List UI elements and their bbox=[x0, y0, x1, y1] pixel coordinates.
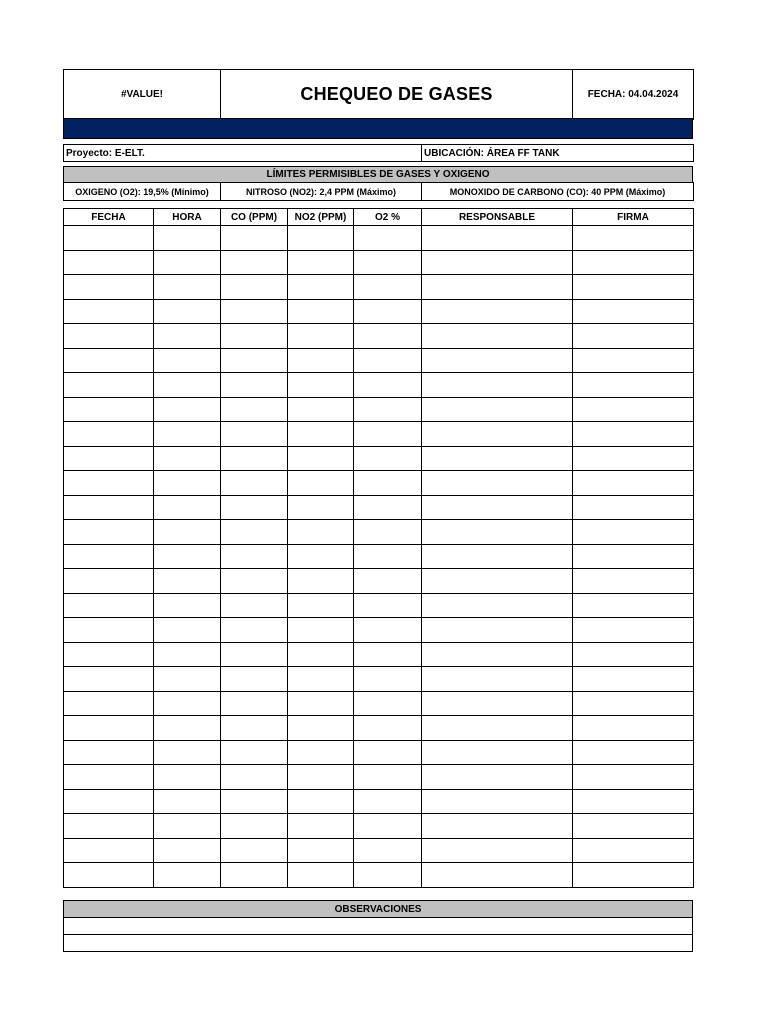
table-cell[interactable] bbox=[288, 863, 354, 888]
header-color-bar bbox=[63, 118, 693, 139]
form-date: FECHA: 04.04.2024 bbox=[573, 70, 694, 120]
table-cell[interactable] bbox=[221, 397, 288, 422]
table-cell[interactable] bbox=[422, 471, 573, 496]
table-cell[interactable] bbox=[422, 789, 573, 814]
table-cell[interactable] bbox=[422, 299, 573, 324]
table-cell[interactable] bbox=[354, 691, 422, 716]
table-cell[interactable] bbox=[64, 397, 154, 422]
limit-nitrous: NITROSO (NO2): 2,4 PPM (Máximo) bbox=[221, 183, 422, 201]
table-cell[interactable] bbox=[221, 569, 288, 594]
table-cell[interactable] bbox=[288, 593, 354, 618]
table-cell[interactable] bbox=[221, 789, 288, 814]
table-cell[interactable] bbox=[154, 667, 221, 692]
table-cell[interactable] bbox=[221, 348, 288, 373]
table-row bbox=[64, 814, 694, 839]
table-cell[interactable] bbox=[573, 863, 694, 888]
table-cell[interactable] bbox=[354, 593, 422, 618]
table-cell[interactable] bbox=[221, 324, 288, 349]
table-cell[interactable] bbox=[64, 691, 154, 716]
observation-row bbox=[64, 918, 693, 935]
observation-field[interactable] bbox=[64, 918, 693, 935]
table-cell[interactable] bbox=[221, 373, 288, 398]
table-cell[interactable] bbox=[573, 593, 694, 618]
table-row bbox=[64, 569, 694, 594]
table-cell[interactable] bbox=[354, 814, 422, 839]
table-cell[interactable] bbox=[64, 373, 154, 398]
project-field[interactable]: Proyecto: E-ELT. bbox=[64, 145, 422, 162]
table-cell[interactable] bbox=[422, 226, 573, 251]
table-row bbox=[64, 397, 694, 422]
table-cell[interactable] bbox=[573, 373, 694, 398]
table-cell[interactable] bbox=[154, 299, 221, 324]
table-cell[interactable] bbox=[288, 691, 354, 716]
limits-row bbox=[63, 182, 694, 201]
table-cell[interactable] bbox=[573, 471, 694, 496]
table-cell[interactable] bbox=[64, 789, 154, 814]
table-cell[interactable] bbox=[64, 740, 154, 765]
table-cell[interactable] bbox=[422, 716, 573, 741]
table-row bbox=[64, 495, 694, 520]
table-cell[interactable] bbox=[288, 373, 354, 398]
table-cell[interactable] bbox=[354, 544, 422, 569]
table-cell[interactable] bbox=[354, 740, 422, 765]
col-header-no2: NO2 (PPM) bbox=[288, 209, 354, 226]
table-cell[interactable] bbox=[573, 348, 694, 373]
table-cell[interactable] bbox=[573, 618, 694, 643]
limit-carbon-monoxide: MONOXIDO DE CARBONO (CO): 40 PPM (Máximo) bbox=[422, 183, 694, 201]
limit-oxygen: OXIGENO (O2): 19,5% (Mínimo) bbox=[64, 183, 221, 201]
table-cell[interactable] bbox=[422, 667, 573, 692]
table-cell[interactable] bbox=[154, 544, 221, 569]
table-cell[interactable] bbox=[422, 838, 573, 863]
table-cell[interactable] bbox=[354, 863, 422, 888]
table-cell[interactable] bbox=[354, 838, 422, 863]
table-cell[interactable] bbox=[64, 569, 154, 594]
location-field[interactable]: UBICACIÓN: ÁREA FF TANK bbox=[422, 145, 694, 162]
table-cell[interactable] bbox=[64, 863, 154, 888]
table-cell[interactable] bbox=[354, 642, 422, 667]
table-cell[interactable] bbox=[354, 348, 422, 373]
table-cell[interactable] bbox=[422, 569, 573, 594]
table-cell[interactable] bbox=[64, 544, 154, 569]
col-header-co: CO (PPM) bbox=[221, 209, 288, 226]
table-cell[interactable] bbox=[154, 618, 221, 643]
table-cell[interactable] bbox=[422, 765, 573, 790]
table-cell[interactable] bbox=[354, 569, 422, 594]
table-cell[interactable] bbox=[64, 348, 154, 373]
table-cell[interactable] bbox=[354, 226, 422, 251]
table-cell[interactable] bbox=[422, 520, 573, 545]
table-row bbox=[64, 691, 694, 716]
table-body bbox=[64, 226, 694, 888]
table-cell[interactable] bbox=[422, 422, 573, 447]
table-cell[interactable] bbox=[573, 226, 694, 251]
table-cell[interactable] bbox=[354, 446, 422, 471]
table-cell[interactable] bbox=[154, 471, 221, 496]
table-cell[interactable] bbox=[64, 593, 154, 618]
table-row bbox=[64, 275, 694, 300]
gas-check-table bbox=[63, 208, 694, 888]
table-cell[interactable] bbox=[288, 520, 354, 545]
table-cell[interactable] bbox=[154, 838, 221, 863]
table-cell[interactable] bbox=[288, 569, 354, 594]
table-cell[interactable] bbox=[154, 716, 221, 741]
col-header-o2: O2 % bbox=[354, 209, 422, 226]
table-row bbox=[64, 520, 694, 545]
table-cell[interactable] bbox=[573, 422, 694, 447]
table-cell[interactable] bbox=[221, 299, 288, 324]
table-row bbox=[64, 373, 694, 398]
table-row bbox=[64, 250, 694, 275]
table-cell[interactable] bbox=[288, 422, 354, 447]
table-cell[interactable] bbox=[154, 593, 221, 618]
table-cell[interactable] bbox=[221, 544, 288, 569]
table-cell[interactable] bbox=[288, 250, 354, 275]
observations-section bbox=[63, 900, 693, 952]
table-cell[interactable] bbox=[354, 716, 422, 741]
table-cell[interactable] bbox=[154, 642, 221, 667]
table-cell[interactable] bbox=[288, 716, 354, 741]
project-row bbox=[63, 144, 694, 162]
table-cell[interactable] bbox=[573, 789, 694, 814]
table-cell[interactable] bbox=[221, 765, 288, 790]
table-cell[interactable] bbox=[422, 544, 573, 569]
table-cell[interactable] bbox=[573, 765, 694, 790]
table-row bbox=[64, 765, 694, 790]
table-cell[interactable] bbox=[154, 250, 221, 275]
limits-section-title: LÍMITES PERMISIBLES DE GASES Y OXIGENO bbox=[63, 166, 693, 183]
table-cell[interactable] bbox=[573, 397, 694, 422]
table-cell[interactable] bbox=[288, 471, 354, 496]
table-cell[interactable] bbox=[422, 618, 573, 643]
table-cell[interactable] bbox=[64, 226, 154, 251]
table-cell[interactable] bbox=[354, 495, 422, 520]
table-cell[interactable] bbox=[288, 226, 354, 251]
table-row bbox=[64, 667, 694, 692]
table-cell[interactable] bbox=[288, 275, 354, 300]
table-cell[interactable] bbox=[573, 814, 694, 839]
table-cell[interactable] bbox=[288, 299, 354, 324]
table-row bbox=[64, 593, 694, 618]
observation-field[interactable] bbox=[64, 935, 693, 952]
table-cell[interactable] bbox=[354, 618, 422, 643]
table-cell[interactable] bbox=[288, 446, 354, 471]
table-row bbox=[64, 226, 694, 251]
table-cell[interactable] bbox=[221, 691, 288, 716]
table-cell[interactable] bbox=[573, 275, 694, 300]
table-cell[interactable] bbox=[154, 691, 221, 716]
table-row bbox=[64, 348, 694, 373]
table-cell[interactable] bbox=[573, 446, 694, 471]
table-cell[interactable] bbox=[422, 495, 573, 520]
table-cell[interactable] bbox=[422, 593, 573, 618]
table-cell[interactable] bbox=[354, 275, 422, 300]
table-cell[interactable] bbox=[154, 275, 221, 300]
table-cell[interactable] bbox=[573, 667, 694, 692]
table-cell[interactable] bbox=[573, 544, 694, 569]
table-cell[interactable] bbox=[573, 740, 694, 765]
table-cell[interactable] bbox=[422, 397, 573, 422]
table-row bbox=[64, 299, 694, 324]
table-cell[interactable] bbox=[154, 422, 221, 447]
form-header bbox=[63, 69, 694, 120]
table-cell[interactable] bbox=[221, 838, 288, 863]
table-cell[interactable] bbox=[354, 471, 422, 496]
table-header-row bbox=[64, 209, 694, 226]
table-cell[interactable] bbox=[288, 495, 354, 520]
table-cell[interactable] bbox=[354, 299, 422, 324]
table-cell[interactable] bbox=[422, 691, 573, 716]
table-cell[interactable] bbox=[64, 299, 154, 324]
table-cell[interactable] bbox=[288, 544, 354, 569]
table-cell[interactable] bbox=[573, 838, 694, 863]
table-cell[interactable] bbox=[354, 250, 422, 275]
table-cell[interactable] bbox=[154, 520, 221, 545]
table-cell[interactable] bbox=[288, 789, 354, 814]
table-cell[interactable] bbox=[422, 814, 573, 839]
table-row bbox=[64, 863, 694, 888]
table-cell[interactable] bbox=[354, 324, 422, 349]
table-cell[interactable] bbox=[154, 348, 221, 373]
table-cell[interactable] bbox=[422, 373, 573, 398]
col-header-firma: FIRMA bbox=[573, 209, 694, 226]
table-row bbox=[64, 740, 694, 765]
table-cell[interactable] bbox=[221, 471, 288, 496]
table-cell[interactable] bbox=[64, 471, 154, 496]
table-cell[interactable] bbox=[64, 422, 154, 447]
table-cell[interactable] bbox=[64, 814, 154, 839]
table-cell[interactable] bbox=[221, 250, 288, 275]
table-cell[interactable] bbox=[221, 642, 288, 667]
table-cell[interactable] bbox=[221, 667, 288, 692]
table-row bbox=[64, 471, 694, 496]
table-cell[interactable] bbox=[354, 667, 422, 692]
table-cell[interactable] bbox=[573, 569, 694, 594]
col-header-fecha: FECHA bbox=[64, 209, 154, 226]
table-row bbox=[64, 789, 694, 814]
table-cell[interactable] bbox=[288, 618, 354, 643]
table-cell[interactable] bbox=[221, 422, 288, 447]
table-cell[interactable] bbox=[64, 520, 154, 545]
table-cell[interactable] bbox=[64, 642, 154, 667]
table-cell[interactable] bbox=[573, 691, 694, 716]
table-cell[interactable] bbox=[221, 593, 288, 618]
table-cell[interactable] bbox=[64, 446, 154, 471]
table-row bbox=[64, 618, 694, 643]
table-cell[interactable] bbox=[422, 275, 573, 300]
table-cell[interactable] bbox=[221, 740, 288, 765]
table-cell[interactable] bbox=[64, 324, 154, 349]
table-cell[interactable] bbox=[154, 495, 221, 520]
table-cell[interactable] bbox=[288, 765, 354, 790]
table-cell[interactable] bbox=[288, 348, 354, 373]
table-cell[interactable] bbox=[64, 618, 154, 643]
table-cell[interactable] bbox=[154, 765, 221, 790]
table-cell[interactable] bbox=[64, 275, 154, 300]
table-cell[interactable] bbox=[573, 495, 694, 520]
table-cell[interactable] bbox=[422, 446, 573, 471]
table-cell[interactable] bbox=[288, 838, 354, 863]
table-cell[interactable] bbox=[64, 765, 154, 790]
table-cell[interactable] bbox=[154, 226, 221, 251]
table-cell[interactable] bbox=[422, 863, 573, 888]
table-cell[interactable] bbox=[573, 299, 694, 324]
table-cell[interactable] bbox=[221, 226, 288, 251]
col-header-responsable: RESPONSABLE bbox=[422, 209, 573, 226]
table-cell[interactable] bbox=[422, 324, 573, 349]
table-cell[interactable] bbox=[64, 667, 154, 692]
table-cell[interactable] bbox=[154, 446, 221, 471]
table-cell[interactable] bbox=[354, 520, 422, 545]
observation-row bbox=[64, 935, 693, 952]
table-cell[interactable] bbox=[288, 740, 354, 765]
table-cell[interactable] bbox=[422, 348, 573, 373]
table-cell[interactable] bbox=[221, 446, 288, 471]
table-cell[interactable] bbox=[288, 397, 354, 422]
table-cell[interactable] bbox=[154, 324, 221, 349]
table-cell[interactable] bbox=[288, 814, 354, 839]
table-cell[interactable] bbox=[573, 250, 694, 275]
table-cell[interactable] bbox=[354, 422, 422, 447]
table-cell[interactable] bbox=[221, 716, 288, 741]
table-cell[interactable] bbox=[288, 324, 354, 349]
table-row bbox=[64, 544, 694, 569]
table-cell[interactable] bbox=[221, 495, 288, 520]
table-cell[interactable] bbox=[422, 740, 573, 765]
table-cell[interactable] bbox=[64, 250, 154, 275]
table-cell[interactable] bbox=[573, 324, 694, 349]
table-cell[interactable] bbox=[221, 814, 288, 839]
table-cell[interactable] bbox=[354, 397, 422, 422]
table-cell[interactable] bbox=[154, 397, 221, 422]
table-cell[interactable] bbox=[573, 520, 694, 545]
table-cell[interactable] bbox=[154, 740, 221, 765]
table-cell[interactable] bbox=[354, 373, 422, 398]
table-cell[interactable] bbox=[573, 642, 694, 667]
table-row bbox=[64, 838, 694, 863]
table-row bbox=[64, 716, 694, 741]
table-cell[interactable] bbox=[154, 789, 221, 814]
table-cell[interactable] bbox=[64, 716, 154, 741]
form-title: CHEQUEO DE GASES bbox=[221, 70, 573, 120]
table-cell[interactable] bbox=[288, 667, 354, 692]
table-cell[interactable] bbox=[288, 642, 354, 667]
table-row bbox=[64, 642, 694, 667]
table-cell[interactable] bbox=[64, 838, 154, 863]
table-row bbox=[64, 446, 694, 471]
table-cell[interactable] bbox=[354, 765, 422, 790]
table-cell[interactable] bbox=[154, 373, 221, 398]
table-row bbox=[64, 324, 694, 349]
header-left-cell: #VALUE! bbox=[64, 70, 221, 120]
table-cell[interactable] bbox=[221, 863, 288, 888]
table-cell[interactable] bbox=[221, 275, 288, 300]
table-cell[interactable] bbox=[221, 618, 288, 643]
table-cell[interactable] bbox=[154, 863, 221, 888]
table-cell[interactable] bbox=[154, 569, 221, 594]
table-cell[interactable] bbox=[64, 495, 154, 520]
table-cell[interactable] bbox=[354, 789, 422, 814]
table-cell[interactable] bbox=[422, 250, 573, 275]
col-header-hora: HORA bbox=[154, 209, 221, 226]
observations-title: OBSERVACIONES bbox=[64, 901, 693, 918]
table-cell[interactable] bbox=[154, 814, 221, 839]
table-cell[interactable] bbox=[573, 716, 694, 741]
table-cell[interactable] bbox=[221, 520, 288, 545]
table-row bbox=[64, 422, 694, 447]
table-cell[interactable] bbox=[422, 642, 573, 667]
